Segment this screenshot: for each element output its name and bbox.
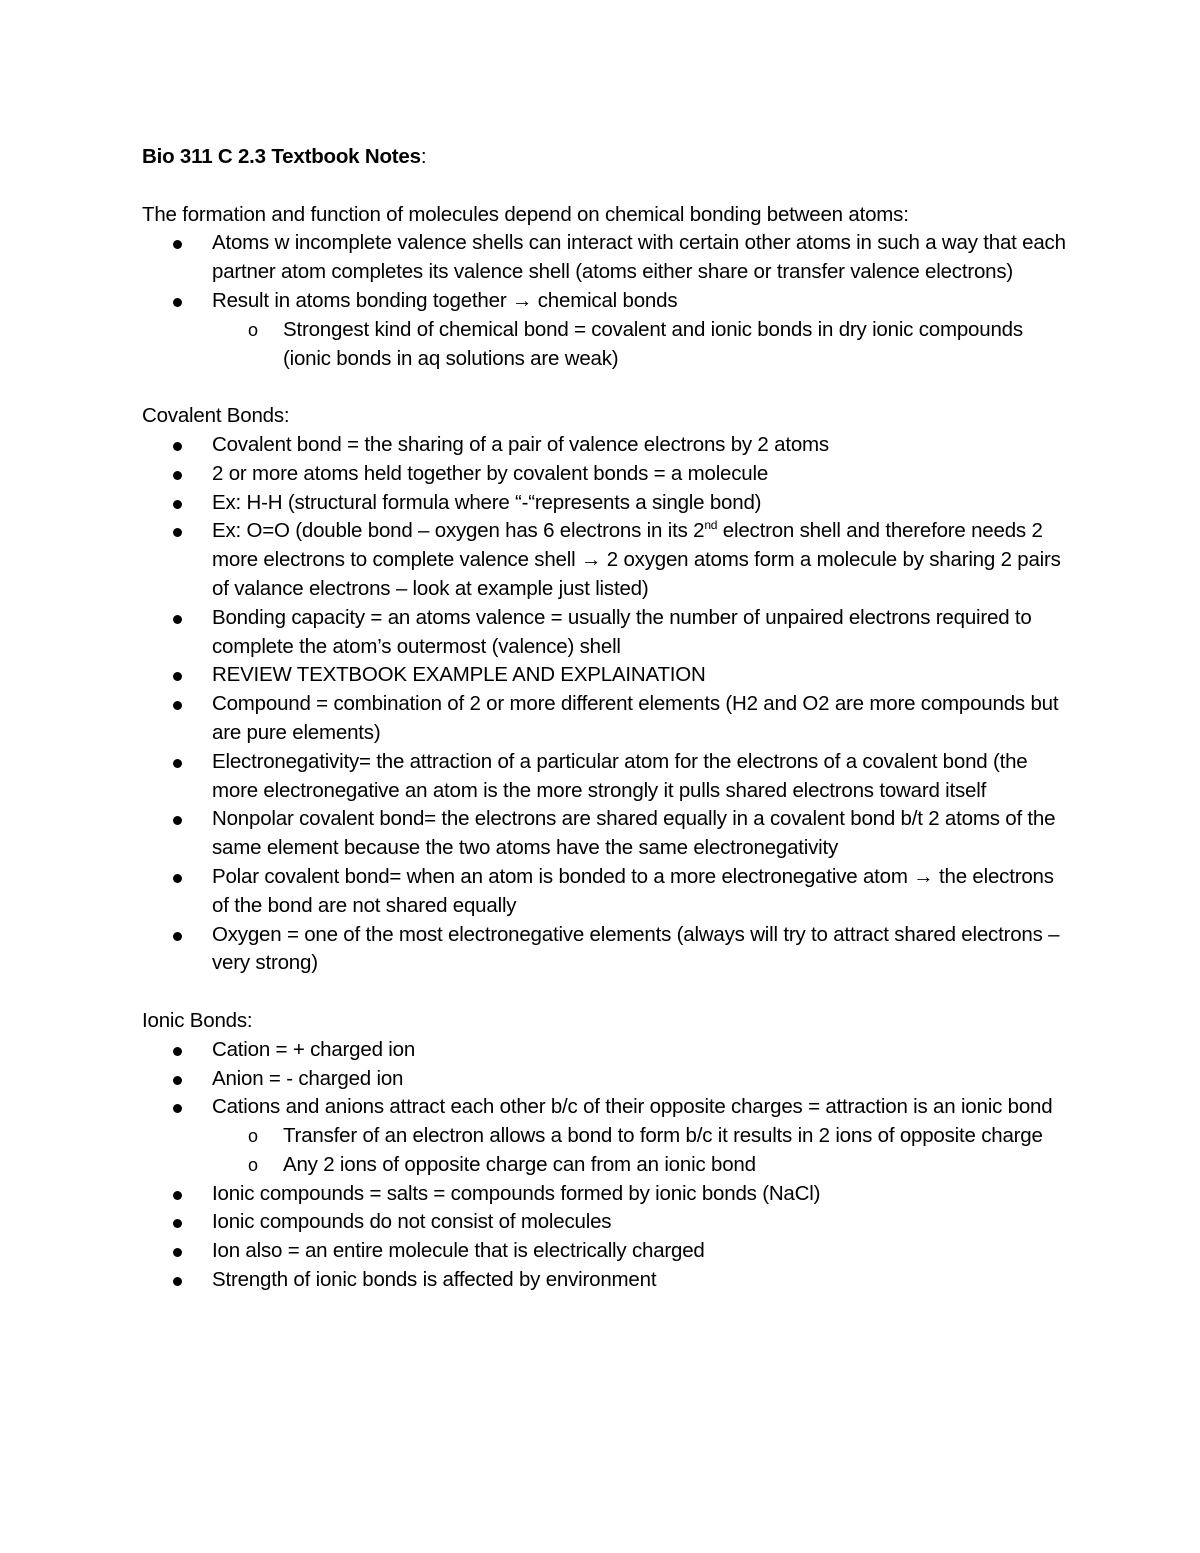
list-item	[142, 287, 1072, 373]
list-item-text: Ex: H-H (structural formula where “-“represents a single bond)	[212, 490, 762, 514]
list-item-text: Result in atoms bonding together → chemical bonds	[212, 288, 678, 312]
sub-list-item-text: Transfer of an electron allows a bond to form b/c it results in 2 ions of opposite charge	[283, 1124, 1043, 1148]
bullet-icon	[173, 1104, 182, 1113]
circle-bullet-icon: o	[248, 1126, 258, 1147]
bullet-icon	[173, 1076, 182, 1085]
notes-page	[142, 143, 1072, 1295]
superscript: nd	[704, 518, 718, 533]
section-heading-ionic: Ionic Bonds:	[142, 1008, 253, 1032]
list-item-text: Covalent bond = the sharing of a pair of valence electrons by 2 atoms	[212, 432, 829, 456]
list-item	[142, 921, 1072, 979]
bullet-icon	[173, 874, 182, 883]
sub-list-item-text: Any 2 ions of opposite charge can from an ionic bond	[283, 1152, 756, 1176]
list-item-text: electron shell and therefore needs 2 more electrons to complete valence shell → 2 oxygen atoms form a molecule by sharing 2 pairs of valance electrons – look at example just listed)	[212, 519, 1061, 600]
list-item-text: REVIEW TEXTBOOK EXAMPLE AND EXPLAINATION	[212, 663, 706, 687]
title-text: Bio 311 C 2.3 Textbook Notes	[142, 145, 421, 168]
list-item	[142, 1065, 1072, 1094]
bullet-icon	[173, 1248, 182, 1257]
list-item	[142, 748, 1072, 806]
page-title	[142, 143, 1072, 172]
list-item-text: Ionic compounds do not consist of molecules	[212, 1210, 612, 1234]
sub-list-item	[212, 1122, 1072, 1151]
list-item	[142, 460, 1072, 489]
title-colon: :	[420, 145, 427, 168]
bullet-icon	[173, 1047, 182, 1056]
list-item	[142, 1266, 1072, 1295]
list-item-text: Electronegativity= the attraction of a particular atom for the electrons of a covalent bond (the more electronegative an atom is the more strongly it pulls shared electrons toward itself	[212, 749, 1028, 802]
list-item-text: Atoms w incomplete valence shells can interact with certain other atoms in such a way that each partner atom completes its valence shell (atoms either share or transfer valence electrons)	[212, 231, 1066, 284]
sub-list-item	[212, 316, 1072, 374]
bullet-icon	[173, 298, 182, 307]
bullet-icon	[173, 615, 182, 624]
bonding-list	[142, 229, 1072, 373]
list-item-text: Ex: O=O (double bond – oxygen has 6 electrons in its 2	[212, 519, 705, 543]
spacer	[142, 373, 1072, 402]
list-item-text: Compound = combination of 2 or more different elements (H2 and O2 are more compounds but are pure elements)	[212, 692, 1059, 744]
spacer	[142, 978, 1072, 1007]
list-item	[142, 661, 1072, 690]
list-item	[142, 489, 1072, 518]
section-heading-bonding: The formation and function of molecules depend on chemical bonding between atoms:	[142, 202, 909, 226]
list-item	[142, 1180, 1072, 1209]
bullet-icon	[173, 816, 182, 825]
bullet-icon	[173, 1191, 182, 1200]
covalent-list	[142, 431, 1072, 978]
list-item	[142, 1208, 1072, 1237]
sub-list	[212, 1122, 1072, 1180]
bullet-icon	[173, 759, 182, 768]
bullet-icon	[173, 240, 182, 249]
list-item	[142, 690, 1072, 748]
circle-bullet-icon: o	[248, 1154, 258, 1175]
bullet-icon	[173, 1219, 182, 1228]
list-item	[142, 229, 1072, 287]
bullet-icon	[173, 932, 182, 941]
ionic-list	[142, 1036, 1072, 1295]
circle-bullet-icon: o	[248, 319, 258, 340]
list-item-text: Strength of ionic bonds is affected by environment	[212, 1268, 657, 1292]
bullet-icon	[173, 672, 182, 681]
list-item-text: Oxygen = one of the most electronegative elements (always will try to attract shared electrons – very strong)	[212, 922, 1060, 975]
list-item-text: Ion also = an entire molecule that is electrically charged	[212, 1239, 705, 1263]
list-item	[142, 1036, 1072, 1065]
list-item-text: Anion = - charged ion	[212, 1066, 404, 1090]
list-item-text: Bonding capacity = an atoms valence = usually the number of unpaired electrons required to complete the atom’s outermost (valence) shell	[212, 605, 1032, 658]
list-item	[142, 863, 1072, 921]
list-item	[142, 1093, 1072, 1179]
section-heading-covalent: Covalent Bonds:	[142, 404, 290, 428]
spacer	[142, 172, 1072, 201]
bullet-icon	[173, 500, 182, 509]
list-item	[142, 1237, 1072, 1266]
list-item-text: Ionic compounds = salts = compounds formed by ionic bonds (NaCl)	[212, 1181, 821, 1205]
list-item-text: Cations and anions attract each other b/c of their opposite charges = attraction is an ionic bond	[212, 1095, 1053, 1119]
sub-list-item-text: Strongest kind of chemical bond = covalent and ionic bonds in dry ionic compounds (ionic bonds in aq solutions are weak)	[283, 317, 1023, 370]
list-item	[142, 517, 1072, 603]
sub-list-item	[212, 1151, 1072, 1180]
bullet-icon	[173, 701, 182, 710]
bullet-icon	[173, 471, 182, 480]
bullet-icon	[173, 442, 182, 451]
list-item-text: Nonpolar covalent bond= the electrons are shared equally in a covalent bond b/t 2 atoms of the same element because the two atoms have the same electronegativity	[212, 807, 1056, 860]
list-item	[142, 604, 1072, 662]
bullet-icon	[173, 528, 182, 537]
list-item-text: 2 or more atoms held together by covalent bonds = a molecule	[212, 461, 769, 485]
list-item	[142, 805, 1072, 863]
list-item-text: Polar covalent bond= when an atom is bonded to a more electronegative atom → the electrons of the bond are not shared equally	[212, 864, 1054, 917]
sub-list	[212, 316, 1072, 374]
list-item-text: Cation = + charged ion	[212, 1037, 416, 1061]
list-item	[142, 431, 1072, 460]
bullet-icon	[173, 1277, 182, 1286]
